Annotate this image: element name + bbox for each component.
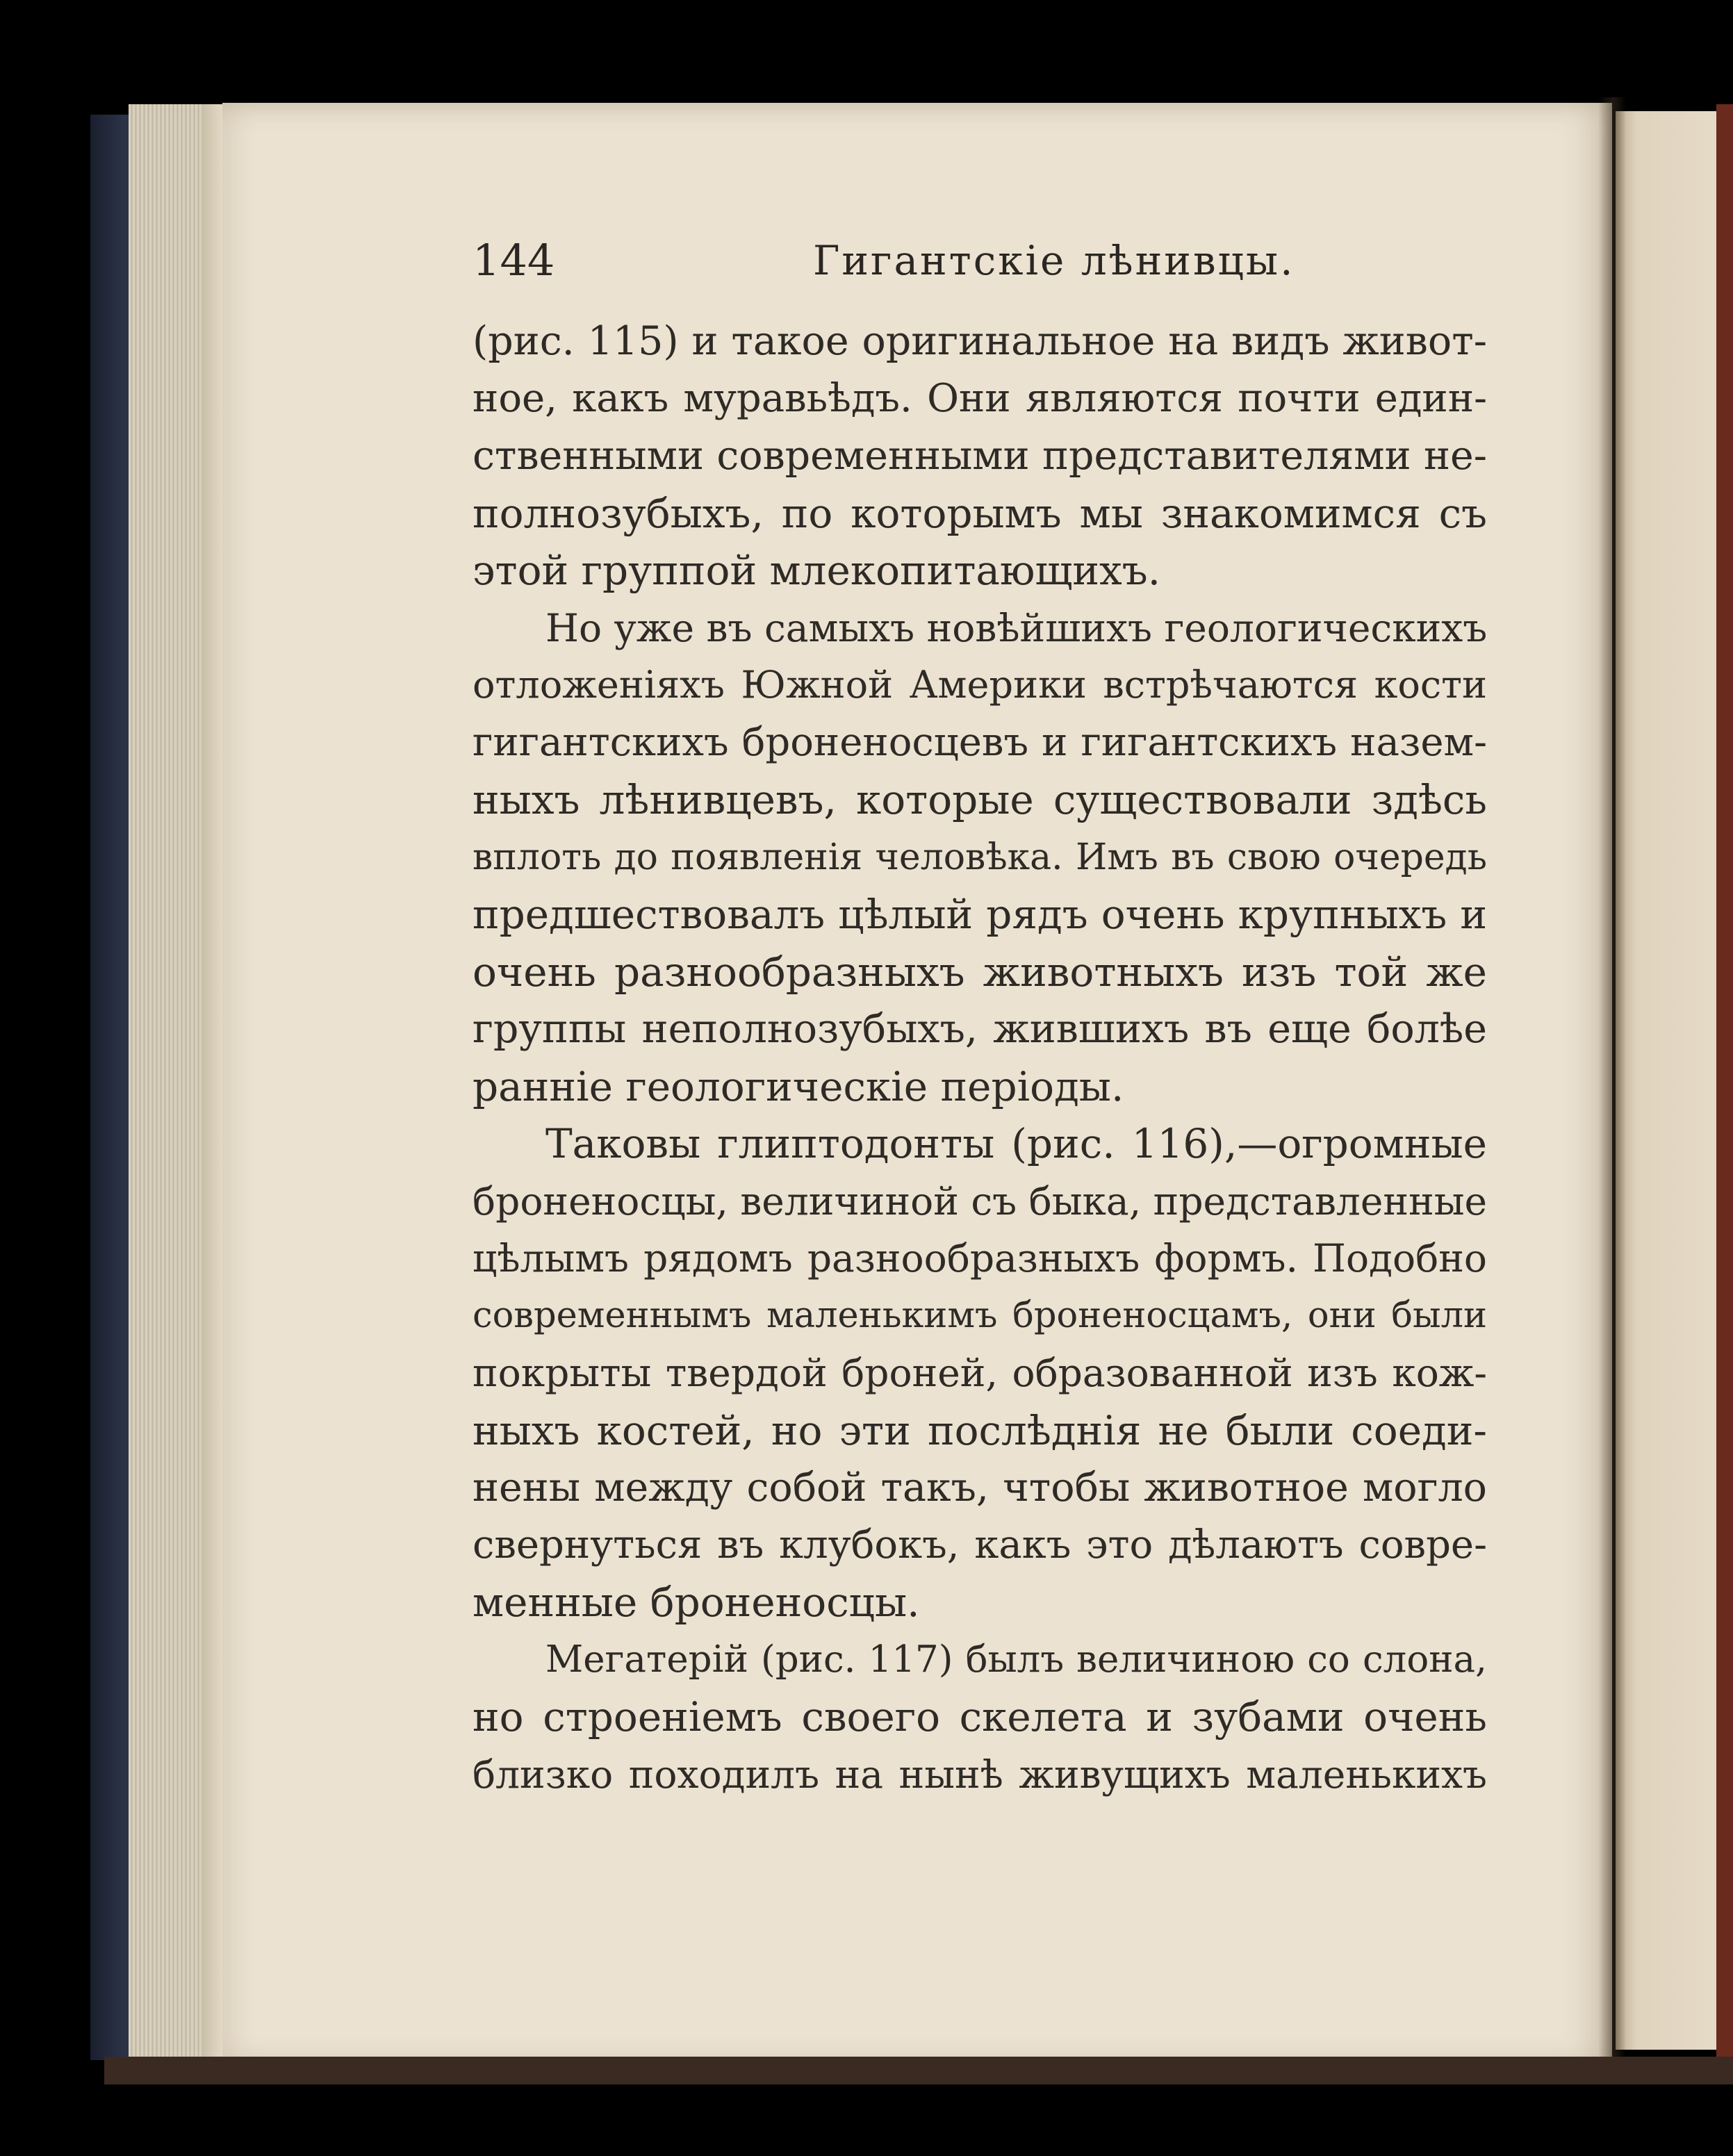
text-line: ственными современными представителями не- (473, 433, 1487, 479)
body-text (473, 313, 1487, 1803)
text-line: (рис. 115) и такое оригинальное на видъ живот- (473, 318, 1487, 364)
text-line: вплоть до появленія человѣка. Имъ въ свою очередь (473, 836, 1487, 878)
text-line: Но уже въ самыхъ новѣйшихъ геологическихъ (545, 605, 1487, 650)
book-gutter (1598, 97, 1626, 2071)
page-header (473, 229, 1487, 292)
facing-page-sliver (1616, 111, 1720, 2050)
text-line: Мегатерій (рис. 117) былъ величиною со слона, (545, 1638, 1487, 1681)
text-line: предшествовалъ цѣлый рядъ очень крупныхъ и (473, 891, 1487, 938)
page-number: 144 (473, 235, 555, 286)
text-line: близко походилъ на нынѣ живущихъ маленькихъ (473, 1752, 1487, 1797)
page-edge-shadow (202, 104, 222, 2071)
text-line: очень разнообразныхъ животныхъ изъ той же (473, 948, 1487, 996)
text-line: ныхъ лѣнивцевъ, которые существовали здѣсь (473, 776, 1487, 823)
book-cover-bottom (104, 2057, 1733, 2084)
text-line: полнозубыхъ, по которымъ мы знакомимся съ (473, 489, 1487, 537)
text-line: броненосцы, величиной съ быка, представленные (473, 1178, 1487, 1224)
text-line: ранніе геологическіе періоды. (473, 1062, 1124, 1110)
text-line: свернуться въ клубокъ, какъ это дѣлаютъ совре- (473, 1522, 1487, 1567)
text-line: но строеніемъ своего скелета и зубами очень (473, 1693, 1487, 1741)
text-line: цѣлымъ рядомъ разнообразныхъ формъ. Подобно (473, 1236, 1487, 1281)
text-line: покрыты твердой броней, образованной изъ кож- (473, 1351, 1487, 1395)
book-cover-right (1716, 104, 1733, 2057)
text-line: ныхъ костей, но эти послѣднія не были соеди- (473, 1406, 1487, 1454)
text-line: Таковы глиптодонты (рис. 116),—огромные (545, 1120, 1487, 1167)
text-line: гигантскихъ броненосцевъ и гигантскихъ назем- (473, 719, 1487, 765)
text-line: ное, какъ муравьѣдъ. Они являются почти един- (473, 375, 1487, 421)
text-line: группы неполнозубыхъ, жившихъ въ еще болѣе (473, 1006, 1487, 1052)
running-title: Гигантскіе лѣнивцы. (813, 237, 1295, 284)
text-line: отложеніяхъ Южной Америки встрѣчаются кости (473, 663, 1487, 707)
text-line: менные броненосцы. (473, 1579, 920, 1626)
text-line: этой группой млекопитающихъ. (473, 547, 1161, 594)
text-line: современнымъ маленькимъ броненосцамъ, они были (473, 1294, 1487, 1336)
text-line: нены между собой такъ, чтобы животное могло (473, 1465, 1487, 1511)
